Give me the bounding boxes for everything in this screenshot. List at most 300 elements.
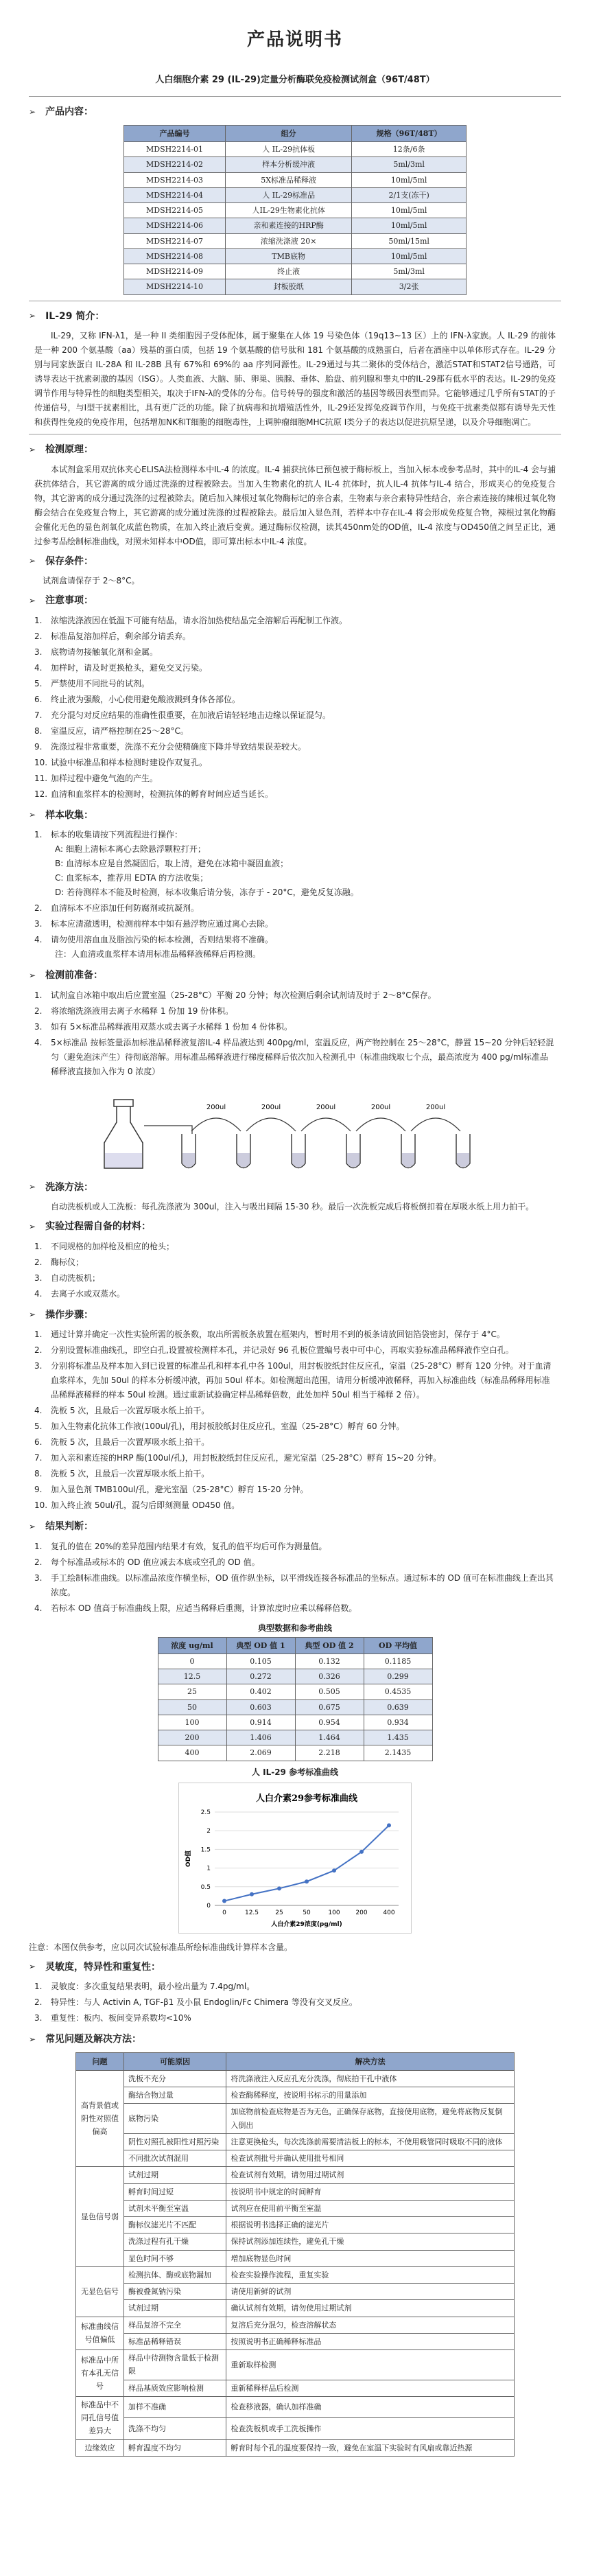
note-item (34, 614, 556, 628)
section-calculation: ➢ 结果判断： (29, 1518, 561, 1535)
table-row (76, 2439, 515, 2456)
list-text: 终止液为强酸，小心使用避免酸液溅到身体各部位。 (51, 694, 241, 704)
table-row (76, 2396, 515, 2417)
sample-item (34, 901, 556, 916)
table-row (76, 2266, 515, 2283)
list-number: 3. (34, 1361, 43, 1371)
table-row (158, 1653, 432, 1669)
procedure-step (34, 1451, 556, 1465)
solution-cell: 按说明书中规定的时间孵育 (226, 2183, 515, 2200)
table-row (124, 248, 467, 264)
table-row (76, 2070, 515, 2087)
transfer-arrow (246, 1118, 296, 1131)
cause-cell: 试剂过期 (124, 2167, 226, 2183)
list-number: 3. (34, 1273, 43, 1283)
procedure-step (34, 1483, 556, 1497)
table-row (158, 1699, 432, 1715)
cause-cell: 样品基质效应影响检测 (124, 2380, 226, 2396)
sample-sub-item: 注：人血清或血浆样本请用标准品稀释液稀释后再检测。 (55, 949, 261, 959)
list-number: 1. (34, 830, 43, 839)
table-cell: 1.435 (364, 1730, 432, 1745)
note-item (34, 724, 556, 739)
solution-cell: 检查移液器，确认加样准确 (226, 2396, 515, 2417)
list-text: 如有 5×标准品稀释液用双蒸水或去离子水稀释 1 份加 4 份体积。 (51, 1021, 293, 1032)
table-cell: 1.464 (295, 1730, 364, 1745)
tube-liquid (457, 1153, 469, 1168)
list-number: 1. (34, 1330, 43, 1339)
list-number: 5. (34, 1422, 43, 1431)
table-cell: MDSH2214-10 (124, 279, 226, 294)
y-tick-label: 2 (206, 1827, 211, 1835)
cause-cell: 酶标仪滤光片不匹配 (124, 2217, 226, 2233)
table-cell: 0.105 (226, 1653, 295, 1669)
list-text: 洗板 5 次，且最后一次置厚吸水纸上拍干。 (51, 1469, 210, 1478)
list-text: 手工绘制标准曲线。以标准品浓度作横坐标，OD 值作纵坐标，以平滑线连接各标准品的坐标点。通过标本的 OD 值可在标准曲线上查出其浓度。 (51, 1573, 554, 1597)
section-sample: ➢ 样本收集： (29, 807, 561, 824)
table-header: 可能原因 (124, 2052, 226, 2070)
data-point (359, 1849, 364, 1853)
prep-item (34, 988, 556, 1003)
data-point (277, 1886, 281, 1890)
tube-liquid (347, 1153, 359, 1168)
table-cell: 5ml/3ml (352, 157, 467, 172)
tube-liquid (182, 1153, 195, 1168)
section-procedure: ➢ 操作步骤： (29, 1307, 561, 1324)
list-text: 去离子水或双蒸水。 (51, 1288, 126, 1299)
y-axis-label: OD值 (185, 1850, 192, 1867)
cause-cell: 洗板不充分 (124, 2070, 226, 2087)
list-number: 7. (34, 1453, 43, 1463)
table-row (124, 157, 467, 172)
document-subtitle: 人白细胞介素 29 (IL-29)定量分析酶联免疫检测试剂盒（96T/48T） (155, 74, 435, 85)
solution-cell: 检查实验操作流程，重复实验 (226, 2266, 515, 2283)
cause-cell: 显色时间不够 (124, 2250, 226, 2266)
table-cell: 0.272 (226, 1669, 295, 1684)
list-number: 6. (34, 1437, 43, 1447)
table-row (158, 1715, 432, 1730)
solution-cell: 确认试剂有效期，请勿使用过期试剂 (226, 2300, 515, 2317)
table-cell: 10ml/5ml (352, 248, 467, 264)
solution-cell: 试剂应在使用前平衡至室温 (226, 2200, 515, 2216)
table-row (76, 2200, 515, 2216)
table-row (76, 2104, 515, 2134)
table-cell: 2.218 (295, 1745, 364, 1761)
solution-cell: 将洗涤液注入反应孔充分洗涤，彻底拍干孔中液体 (226, 2070, 515, 2087)
note-item (34, 756, 556, 770)
solution-cell: 保持试剂添加连续性，避免孔干燥 (226, 2233, 515, 2250)
list-number: 2. (34, 1345, 43, 1355)
arrow-icon: ➢ (29, 810, 36, 820)
table-row (76, 2333, 515, 2349)
table-row (76, 2250, 515, 2266)
list-text: 酶标仪； (51, 1257, 84, 1267)
stock-bottle (104, 1100, 143, 1168)
table-row (158, 1669, 432, 1684)
note-item (34, 645, 556, 660)
components-table (123, 125, 467, 295)
list-number: 10. (34, 757, 48, 767)
solution-cell: 加底物前检查底物是否为无色，正确保存底物，直接使用底物，避免将底物反复倒入倒出 (226, 2104, 515, 2134)
table-cell: 3/2张 (352, 279, 467, 294)
list-text: 加样时，请及时更换枪头，避免交叉污染。 (51, 662, 208, 673)
solution-cell: 复溶后充分混匀，检查溶解状态 (226, 2317, 515, 2333)
sample-list (34, 828, 556, 962)
list-number: 2. (34, 1006, 43, 1016)
procedure-step (34, 1419, 556, 1434)
note-item (34, 787, 556, 802)
y-tick-label: 0.5 (200, 1883, 211, 1891)
list-number: 8. (34, 1469, 43, 1478)
solution-cell: 孵育时每个孔的温度要保持一致，避免在室温下实验时有风扇或靠近热源 (226, 2439, 515, 2456)
list-number: 4. (34, 1288, 43, 1299)
list-number: 9. (34, 741, 43, 752)
data-point (222, 1899, 226, 1903)
notes-list (34, 614, 556, 802)
list-text: 重复性：板内、板间变异系数均<10% (51, 2013, 191, 2023)
table-row (76, 2380, 515, 2396)
section-prep: ➢ 检测前准备： (29, 967, 561, 984)
table-row (124, 142, 467, 157)
list-number: 3. (34, 919, 43, 929)
table-row (124, 172, 467, 187)
cause-cell: 试剂过期 (124, 2300, 226, 2317)
list-number: 4. (34, 662, 43, 673)
table-header: 问题 (76, 2052, 124, 2070)
solution-cell: 注意更换枪头，每次洗涤前需要清洁板上的标本，不使用吸管同时吸取不同的液体 (226, 2133, 515, 2150)
intro-text: IL-29，又称 IFN-λ1，是一种 II 类细胞因子受体配体，属于聚集在人体 19 号染色体（19q13~13 区）上的 IFN-λ家族。人 IL-29 的前体是一种 200 个氨基酸（aa）残基的蛋白质，包括 19 个氨基酸的信号肽和 181 个氨基酸的成熟蛋白，后者在酒座中以单体形式存在。IL-29 分别与同家族蛋白 IL-28A 和 IL-28B 具有 67%和 69%的 aa 序列同源性。IL-29通过与其二聚体的受体结合，激活STAT和STAT2信号通路，可诱导表达干扰素刺激的基因（ISG）。人类血液、大脑、肺、卵巢、胰腺、垂体、胎盘、前列腺和睾丸中的IL-29都有低水平的表达。IL-29的免疫调节作用与特异性的细胞类型相关，取决于IFN-λ的受体的分布。信号转导的强度和激活的基因等级因表型而异。它能够通过几乎所有STAT的子传递信号，与I型干扰素相比，具有更广泛的功能。除了抗病毒和抗增殖活性外，IL-29还发挥免疫调节作用，与免疫干扰素类似都有诱导先天性和获得性免疫的免疫作用，包括增加NK和T细胞的细胞毒性，上调肿瘤细胞MHC抗原 I类分子的表达以促进抗原呈递，以及介导细胞凋亡。 (34, 331, 556, 427)
cause-cell: 底物污染 (124, 2104, 226, 2134)
table-cell: MDSH2214-01 (124, 142, 226, 157)
sample-item (34, 917, 556, 931)
section-storage: ➢ 保存条件： (29, 553, 561, 570)
document-title: 产品说明书 (246, 30, 343, 50)
transfer-arrow (411, 1118, 460, 1131)
table-cell: 0.4535 (364, 1684, 432, 1699)
list-text: 严禁使用不同批号的试剂。 (51, 678, 150, 688)
cause-cell: 加样不准确 (124, 2396, 226, 2417)
table-header: 解决方法 (226, 2052, 515, 2070)
note-item (34, 740, 556, 754)
arrow-icon: ➢ (29, 556, 36, 566)
data-point (332, 1868, 336, 1872)
table-cell: 0.132 (295, 1653, 364, 1669)
table-row (76, 2317, 515, 2333)
table-cell: 亲和素连接的HRP酶 (226, 218, 352, 233)
data-point (250, 1892, 254, 1896)
section-performance: ➢ 灵敏度，特异性和重复性： (29, 1959, 561, 1976)
cause-cell: 试剂未平衡至室温 (124, 2200, 226, 2216)
arrow-icon: ➢ (29, 444, 36, 454)
table-cell: 200 (158, 1730, 226, 1745)
table-row (76, 2233, 515, 2250)
y-tick-label: 1.5 (200, 1846, 211, 1853)
table-cell: 0.639 (364, 1699, 432, 1715)
procedure-step (34, 1327, 556, 1342)
performance-item (34, 2011, 556, 2026)
y-tick-label: 1 (206, 1865, 211, 1872)
dilution-svg (89, 1084, 501, 1174)
table-header: OD 平均值 (364, 1637, 432, 1653)
calculation-item (34, 1555, 556, 1570)
section-washing: ➢ 洗涤方法： (29, 1179, 561, 1196)
table-header: 规格（96T/48T） (352, 125, 467, 141)
table-row (76, 2183, 515, 2200)
list-number: 3. (34, 647, 43, 657)
table-cell: MDSH2214-06 (124, 218, 226, 233)
transfer-volume-label: 200ul (370, 1103, 391, 1111)
table-row (76, 2418, 515, 2439)
cause-cell: 孵育温度不均匀 (124, 2439, 226, 2456)
list-text: 洗板 5 次，且最后一次置厚吸水纸上拍干。 (51, 1406, 210, 1415)
table-cell: 400 (158, 1745, 226, 1761)
procedure-list (34, 1327, 556, 1513)
sample-sub-item: B: 血清标本应是自然凝固后，取上清，避免在冰箱中凝固血液； (55, 859, 289, 868)
list-number: 10. (34, 1500, 48, 1510)
table-row (76, 2133, 515, 2150)
solution-cell: 检查洗板机或手工洗板操作 (226, 2418, 515, 2439)
cause-cell: 洗涤过程有孔干燥 (124, 2233, 226, 2250)
problem-cell: 高背景值或阴性对照值偏高 (76, 2070, 124, 2167)
sample-item-row (34, 933, 556, 947)
material-item (34, 1255, 556, 1270)
note-item (34, 708, 556, 723)
solution-cell: 重新稀释样品后检测 (226, 2380, 515, 2396)
list-text: 通过计算并确定一次性实验所需的板条数，取出所需板条放置在框架内，暂时用不到的板条请放回铝箔袋密封，保存于 4°C。 (51, 1330, 505, 1339)
table-cell: 0.954 (295, 1715, 364, 1730)
sample-item-row (34, 917, 556, 931)
list-text: 试验中标准品和样本检测时建设作双复孔。 (51, 757, 208, 767)
table-cell: 样本分析缓冲液 (226, 157, 352, 172)
table-cell: 12条/6条 (352, 142, 467, 157)
list-text: 5×标准品 按标签量添加标准品稀释液复溶IL-4 样品液达到 400pg/ml，室温反应，两产物控制在 25～28°C，静置 15~20 分钟后轻轻混匀（避免泡沫产生）待彻底溶解。用标准品稀释液进行梯度稀释后依次加入检测孔中（标准曲线取七个点，最高浓度为 400 pg/ml标准品稀释液直接加入作为 0 浓度） (51, 1037, 554, 1076)
table-cell: 人 IL-29标准品 (226, 187, 352, 202)
problem-cell: 标准曲线信号值偏低 (76, 2317, 124, 2350)
calculation-item (34, 1540, 556, 1554)
table-cell: 25 (158, 1684, 226, 1699)
table-row (76, 2217, 515, 2233)
list-text: 加入生物素化抗体工作液(100ul/孔)，用封板胶纸封住反应孔，室温（25-28°C）孵育 60 分钟。 (51, 1422, 405, 1431)
table-cell: TMB底物 (226, 248, 352, 264)
list-number: 2. (34, 1257, 43, 1267)
list-text: 分别设置标准曲线孔，即空白孔,设置被检测样本孔，并记录好 96 孔板位置编号表中可中心，再取实验标准品稀释液作空白孔。 (51, 1345, 514, 1355)
table-row (158, 1745, 432, 1761)
list-text: 自动洗板机； (51, 1273, 101, 1283)
list-text: 试剂盒自冰箱中取出后应置室温（25-28°C）平衡 20 分钟；每次检测后剩余试剂请及时于 2～8°C保存。 (51, 990, 436, 1000)
arrow-icon: ➢ (29, 595, 36, 605)
list-number: 4. (34, 935, 43, 944)
procedure-step (34, 1343, 556, 1358)
list-text: 加入亲和素连接的HRP 酶(100ul/孔)，用封板胶纸封住反应孔，避光室温（25-28°C）孵育 15~20 分钟。 (51, 1453, 442, 1463)
cause-cell: 检测抗体、酶或底物漏加 (124, 2266, 226, 2283)
cause-cell: 阴性对照孔被阳性对照污染 (124, 2133, 226, 2150)
procedure-step (34, 1467, 556, 1481)
table-cell: 终止液 (226, 264, 352, 279)
table-cell: 0.934 (364, 1715, 432, 1730)
list-text: 标本应清澈透明，检测前样本中如有悬浮物应通过离心去除。 (51, 919, 274, 929)
table-cell: MDSH2214-07 (124, 233, 226, 248)
table-cell: 0.402 (226, 1684, 295, 1699)
table-cell: MDSH2214-04 (124, 187, 226, 202)
solution-cell: 按照说明书正确稀释标准品 (226, 2333, 515, 2349)
series-line (224, 1825, 389, 1901)
table-row (124, 187, 467, 202)
performance-item (34, 1995, 556, 2010)
list-number: 1. (34, 990, 43, 1000)
table-row (158, 1730, 432, 1745)
table-cell: 100 (158, 1715, 226, 1730)
list-number: 1. (34, 1541, 43, 1551)
list-text: 不同规格的加样枪及相应的枪头； (51, 1241, 175, 1251)
solution-cell: 请使用新鲜的试剂 (226, 2284, 515, 2300)
sample-sub-item: C: 血浆标本，推荐用 EDTA 的方法收集； (55, 873, 209, 883)
tube-liquid (292, 1153, 305, 1168)
list-text: 请勿使用溶血血及脂浊污染的标本检测，否则结果将不准确。 (51, 935, 274, 944)
procedure-step (34, 1359, 556, 1402)
material-item (34, 1240, 556, 1254)
note-item (34, 771, 556, 786)
storage-text: 试剂盒请保存于 2～8°C。 (43, 576, 140, 585)
transfer-volume-label: 200ul (316, 1103, 336, 1111)
solution-cell: 根据说明书选择正确的滤光片 (226, 2217, 515, 2233)
table-cell: 0 (158, 1653, 226, 1669)
list-text: 加入显色剂 TMB100ul/孔，避光室温（25-28°C）孵育 15-20 分钟。 (51, 1485, 309, 1494)
table-header: 产品编号 (124, 125, 226, 141)
list-number: 3. (34, 1021, 43, 1032)
sample-sub-item: A: 细胞上清标本离心去除悬浮颗粒打开； (55, 844, 206, 854)
y-tick-label: 0 (206, 1902, 211, 1910)
transfer-volume-label: 200ul (425, 1103, 446, 1111)
table-cell: MDSH2214-09 (124, 264, 226, 279)
calculation-item (34, 1601, 556, 1616)
note-item (34, 693, 556, 707)
list-number: 3. (34, 2013, 43, 2023)
tube-liquid (402, 1153, 414, 1168)
procedure-step (34, 1498, 556, 1513)
note-item (34, 677, 556, 691)
arrow-icon: ➢ (29, 107, 36, 117)
list-number: 5. (34, 678, 43, 688)
table-row (76, 2350, 515, 2380)
problem-cell: 标准品中不同孔信号值差异大 (76, 2396, 124, 2439)
solution-cell: 检查试剂有效期，请勿用过期试剂 (226, 2167, 515, 2183)
list-text: 灵敏度：多次重复结果表明，最小检出量为 7.4pg/ml。 (51, 1982, 255, 1991)
list-text: 分别将标准品及样本加入到已设置的标准品孔和样本孔中各 100ul，用封板胶纸封住反应孔，室温（25-28°C）孵育 120 分钟。对于血清血浆样本，先加 50ul 的样本分析缓冲液，再加 50ul 样本。如检测超出范围，请用分析缓冲液稀释，再加入标准曲线（标准品稀释用标准品稀释液稀释的样本 50ul 检测。通过重新试验确定样品稀释倍数，此处加样 50ul 相当于稀释 2 倍）。 (51, 1361, 552, 1400)
table-header: 组分 (226, 125, 352, 141)
arrow-icon: ➢ (29, 2034, 36, 2044)
list-number: 7. (34, 710, 43, 720)
x-tick-label: 0 (222, 1909, 226, 1916)
list-text: 将浓缩洗涤液用去离子水稀释 1 份加 19 份体积。 (51, 1006, 234, 1016)
sample-item (34, 933, 556, 962)
transfer-arrow (191, 1118, 241, 1131)
tube-liquid (237, 1153, 250, 1168)
arrow-icon: ➢ (29, 1221, 36, 1231)
table-cell: 10ml/5ml (352, 218, 467, 233)
list-text: 洗涤过程非常重要，洗涤不充分会使精确度下降并导致结果误差较大。 (51, 741, 307, 752)
sample-item-row (34, 828, 556, 842)
list-number: 12. (34, 789, 48, 799)
procedure-step (34, 1404, 556, 1418)
sample-sub-item: D: 若待测样本不能及时检测，标本收集后请分装，冻存于 - 20°C，避免反复冻融。 (55, 887, 359, 897)
table-cell: 人 IL-29抗体板 (226, 142, 352, 157)
problem-cell: 显色信号弱 (76, 2167, 124, 2267)
chart-note: 注意：本图仅供参考，应以同次试验标准品所绘标准曲线计算样本含量。 (29, 1942, 293, 1952)
table-cell: 0.675 (295, 1699, 364, 1715)
table-row (124, 279, 467, 294)
table-row (124, 264, 467, 279)
performance-list (34, 1980, 556, 2026)
prep-item (34, 1036, 556, 1079)
list-number: 4. (34, 1037, 43, 1047)
list-number: 2. (34, 631, 43, 641)
table-row (76, 2167, 515, 2183)
list-text: 标准品复溶加样后，剩余部分请丢弃。 (51, 631, 191, 641)
transfer-volume-label: 200ul (261, 1103, 281, 1111)
arrow-icon: ➢ (29, 1521, 36, 1531)
table-cell: 1.406 (226, 1730, 295, 1745)
arrow-icon: ➢ (29, 1182, 36, 1192)
table-cell: 0.1185 (364, 1653, 432, 1669)
section-notes: ➢ 注意事项： (29, 592, 561, 610)
washing-text: 自动洗板机或人工洗板：每孔洗涤液为 300ul，注入与吸出间隔 15-30 秒。最后一次洗板完成后将板倒扣着在厚吸水纸上用力拍干。 (51, 1202, 534, 1211)
list-number: 2. (34, 903, 43, 913)
table-row (76, 2150, 515, 2167)
list-text: 加样过程中避免气泡的产生。 (51, 773, 158, 783)
x-tick-label: 50 (303, 1909, 311, 1916)
list-number: 9. (34, 1485, 43, 1494)
principle-text: 本试剂盒采用双抗体夹心ELISA法检测样本中IL-4 的浓度。IL-4 捕获抗体已预包被于酶标板上，当加入标本或参考品时，其中的IL-4 会与捕获抗体结合，其它游离的成分通过洗涤的过程被除去。当加入生物素化的抗人 IL-4 抗体时，抗人IL-4 抗体与IL-4 结合，形成夹心的免疫复合物，其它游离的成分通过洗涤的过程被除去。随后加入辣根过氧化物酶标记的亲合素，生物素与亲合素特异性结合，亲合素连接的辣根过氧化物酶会结合在免疫复合物上，其它游离的成分通过洗涤的过程被除去。最后加入显色剂，若样本中存在IL-4 将会形成免疫复合物，辣根过氧化物酶会催化无色的显色剂氧化成蓝色物质，在加入终止液后变黄。通过酶标仪检测，读其450nm处的OD值，IL-4 浓度与OD450值之间呈正比，通过参考品绘制标准曲线，对照未知样本中OD值，即可算出标本中IL-4 浓度。 (34, 464, 556, 546)
x-axis-label: 人白介素29浓度(pg/ml) (271, 1921, 342, 1928)
material-item (34, 1271, 556, 1286)
list-number: 3. (34, 1573, 43, 1583)
procedure-step (34, 1435, 556, 1450)
table-row (76, 2300, 515, 2317)
list-number: 8. (34, 726, 43, 736)
table-cell: 50 (158, 1699, 226, 1715)
table-header: 浓度 ug/ml (158, 1637, 226, 1653)
cause-cell: 酶结合物过量 (124, 2087, 226, 2104)
cause-cell: 不同批次试剂混用 (124, 2150, 226, 2167)
reference-curve-caption: 人 IL-29 参考标准曲线 (251, 1767, 339, 1777)
divider (29, 96, 561, 97)
table-cell: 人IL-29生物素化抗体 (226, 203, 352, 218)
data-point (305, 1879, 309, 1883)
note-item (34, 629, 556, 644)
x-tick-label: 200 (355, 1909, 368, 1916)
sample-item-row (34, 901, 556, 916)
material-item (34, 1287, 556, 1301)
section-materials: ➢ 实验过程需自备的材料： (29, 1218, 561, 1235)
arrow-icon: ➢ (29, 311, 36, 321)
list-number: 11. (34, 773, 48, 783)
table-cell: MDSH2214-08 (124, 248, 226, 264)
list-number: 6. (34, 694, 43, 704)
list-text: 特异性：与人 Activin A, TGF-β1 及小鼠 Endoglin/Fc Chimera 等没有交叉反应。 (51, 1997, 357, 2007)
solution-cell: 增加底物显色时间 (226, 2250, 515, 2266)
table-cell: 12.5 (158, 1669, 226, 1684)
list-text: 若标本 OD 值高于标准曲线上限，应适当稀释后重测，计算浓度时应乘以稀释倍数。 (51, 1603, 357, 1613)
list-text: 血清和血浆样本的检测时，检测抗体的孵育时间应适当延长。 (51, 789, 274, 799)
chart-container (178, 1783, 412, 1934)
table-row (124, 218, 467, 233)
calculation-item (34, 1571, 556, 1600)
table-cell: 2/1支(冻干) (352, 187, 467, 202)
list-number: 1. (34, 1982, 43, 1991)
materials-list (34, 1240, 556, 1301)
note-item (34, 661, 556, 675)
table-cell: 浓缩洗涤液 20× (226, 233, 352, 248)
dilution-diagram (89, 1084, 501, 1174)
